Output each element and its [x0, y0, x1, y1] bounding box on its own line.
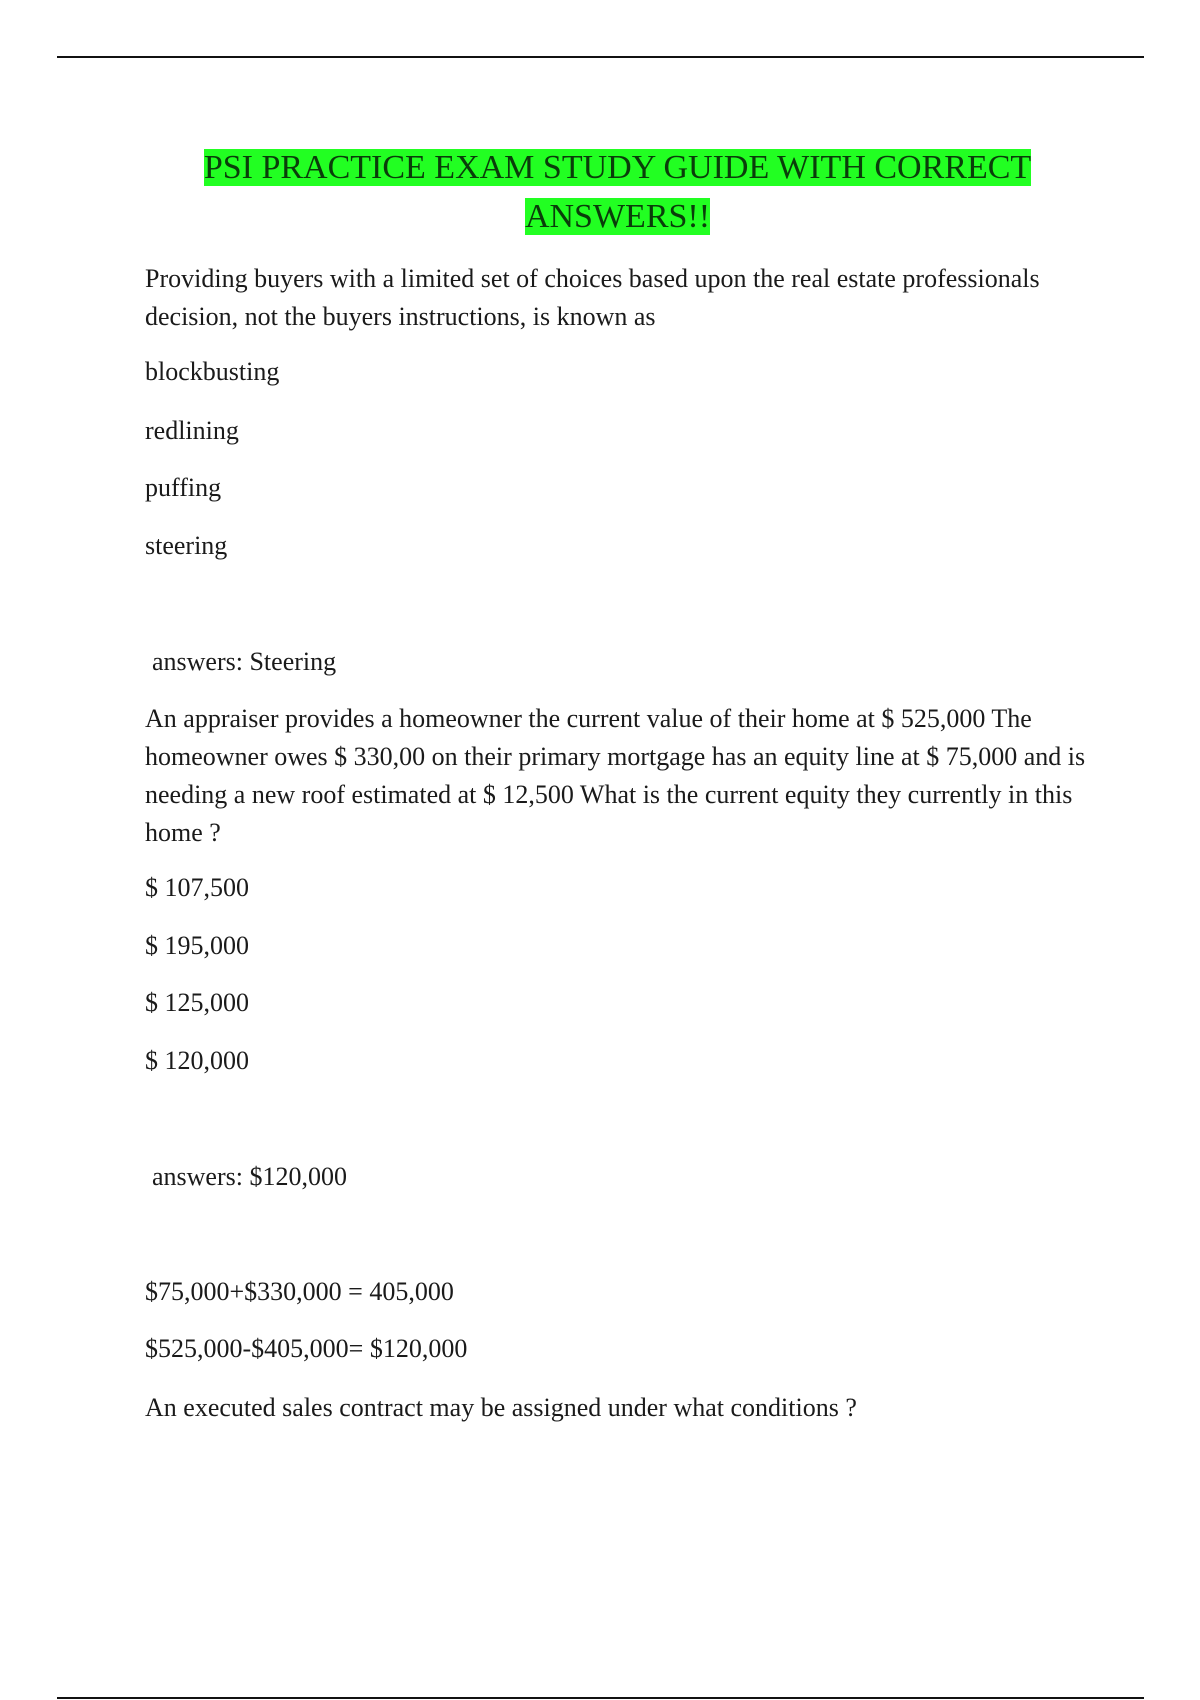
- question-1-prompt: Providing buyers with a limited set of choices based upon the real estate professionals decision, not the buyers instructions, is known as: [145, 264, 1040, 331]
- bottom-rule: [57, 1697, 1144, 1699]
- document-title: [145, 143, 1090, 241]
- question-2-option-2: $ 195,000: [145, 931, 249, 960]
- question-2-answer: answers: $120,000: [152, 1162, 347, 1191]
- question-3-prompt: An executed sales contract may be assigned under what conditions ?: [145, 1393, 857, 1422]
- question-1-answer: answers: Steering: [152, 647, 337, 676]
- question-2-work-line-1: $75,000+$330,000 = 405,000: [145, 1277, 454, 1306]
- question-2-work-line-2: $525,000-$405,000= $120,000: [145, 1334, 468, 1363]
- question-1-option-4: steering: [145, 531, 228, 560]
- title-highlight: PSI PRACTICE EXAM STUDY GUIDE WITH CORRECT ANSWERS!!: [203, 149, 1032, 235]
- top-rule: [57, 56, 1144, 58]
- question-2-prompt: An appraiser provides a homeowner the current value of their home at $ 525,000 The homeowner owes $ 330,00 on their primary mortgage has an equity line at $ 75,000 and is needing a new roof estimated at $ 12,500 What is the current equity they currently in this home ?: [145, 704, 1086, 847]
- question-2-option-3: $ 125,000: [145, 988, 249, 1017]
- question-1-option-1: blockbusting: [145, 357, 280, 386]
- question-2-option-4: $ 120,000: [145, 1046, 249, 1075]
- question-2-option-1: $ 107,500: [145, 873, 249, 902]
- question-1-option-3: puffing: [145, 473, 222, 502]
- question-1-option-2: redlining: [145, 416, 239, 445]
